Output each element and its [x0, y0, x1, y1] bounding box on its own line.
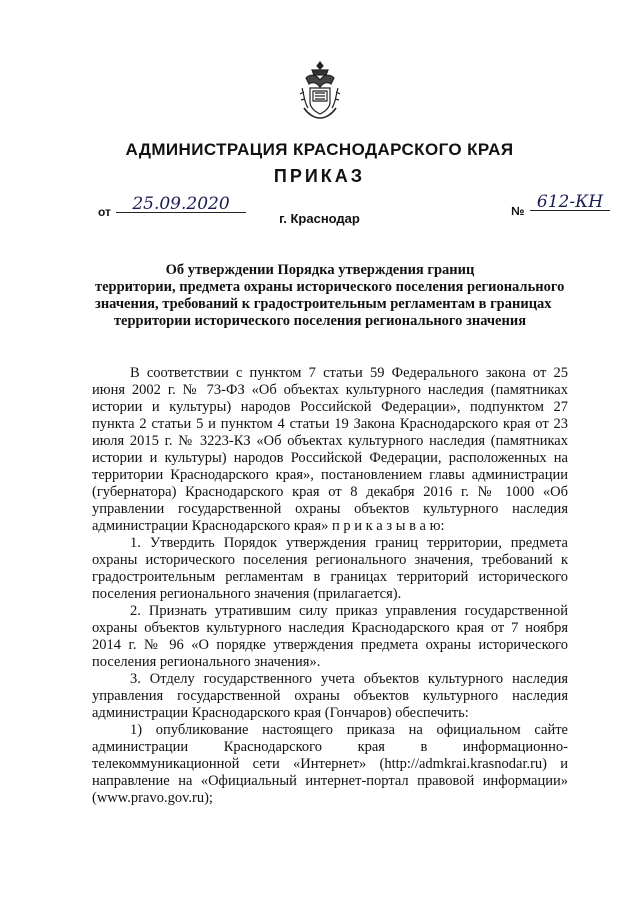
agency-name: АДМИНИСТРАЦИЯ КРАСНОДАРСКОГО КРАЯ	[125, 140, 514, 159]
number-label: №	[511, 204, 525, 218]
clause-2: 2. Признать утратившим силу приказ управления государственной охраны объектов культурного наследия Краснодарского края от 7 ноября 2014 г. № 96 «О порядке утверждения предмета охраны исторического поселения регионального значения».	[92, 603, 568, 670]
date-label: от	[98, 205, 111, 219]
city: г. Краснодар	[279, 211, 360, 226]
clause-3: 3. Отделу государственного учета объектов культурного наследия управления государственной охраны объектов культурного наследия администрации Краснодарского края (Гончаров) обеспечить:	[92, 671, 568, 721]
preamble-paragraph: В соответствии с пунктом 7 статьи 59 Федерального закона от 25 июня 2002 г. № 73-ФЗ «Об объектах культурного наследия (памятниках истории и культуры) народов Российской Федерации», подпунктом 27 пункта 2 статьи 5 и пунктом 4 статьи 19 Закона Краснодарского края от 23 июля 2015 г. № 3223-КЗ «Об объектах культурного наследия (памятниках истории и культуры) народов Российской Федерации, расположенных на территории Краснодарского края», постановлением главы администрации (губернатора) Краснодарского края от 8 декабря 2016 г. № 1000 «Об управлении государственной охраны объектов культурного наследия администрации Краснодарского края» п р и к а з ы в а ю:	[92, 365, 568, 534]
clause-1: 1. Утвердить Порядок утверждения границ территории, предмета охраны исторического поселения регионального значения, требований к градостроительным регламентам в границах территорий исторического поселения регионального значения (прилагается).	[92, 535, 568, 602]
order-date: 25.09.2020	[116, 194, 246, 213]
coat-of-arms-icon	[298, 60, 342, 122]
order-number: 612-КН	[530, 192, 610, 211]
document-title	[95, 262, 565, 330]
document-body	[92, 365, 568, 807]
title-line: Об утверждении Порядка утверждения границ	[165, 262, 475, 278]
clause-3-item-1: 1) опубликование настоящего приказа на официальном сайте администрации Краснодарского края в информационно-телекоммуникационной сети «Интернет» (http://admkrai.krasnodar.ru) и направление на «Официальный интернет-портал правовой информации» (www.pravo.gov.ru);	[92, 722, 568, 806]
title-line: территории исторического поселения регионального значения	[113, 313, 527, 329]
title-line: территории, предмета охраны исторического поселения регионального	[95, 279, 565, 295]
document-type: ПРИКАЗ	[273, 166, 366, 186]
title-line: значения, требований к градостроительным регламентам в границах	[95, 296, 552, 312]
